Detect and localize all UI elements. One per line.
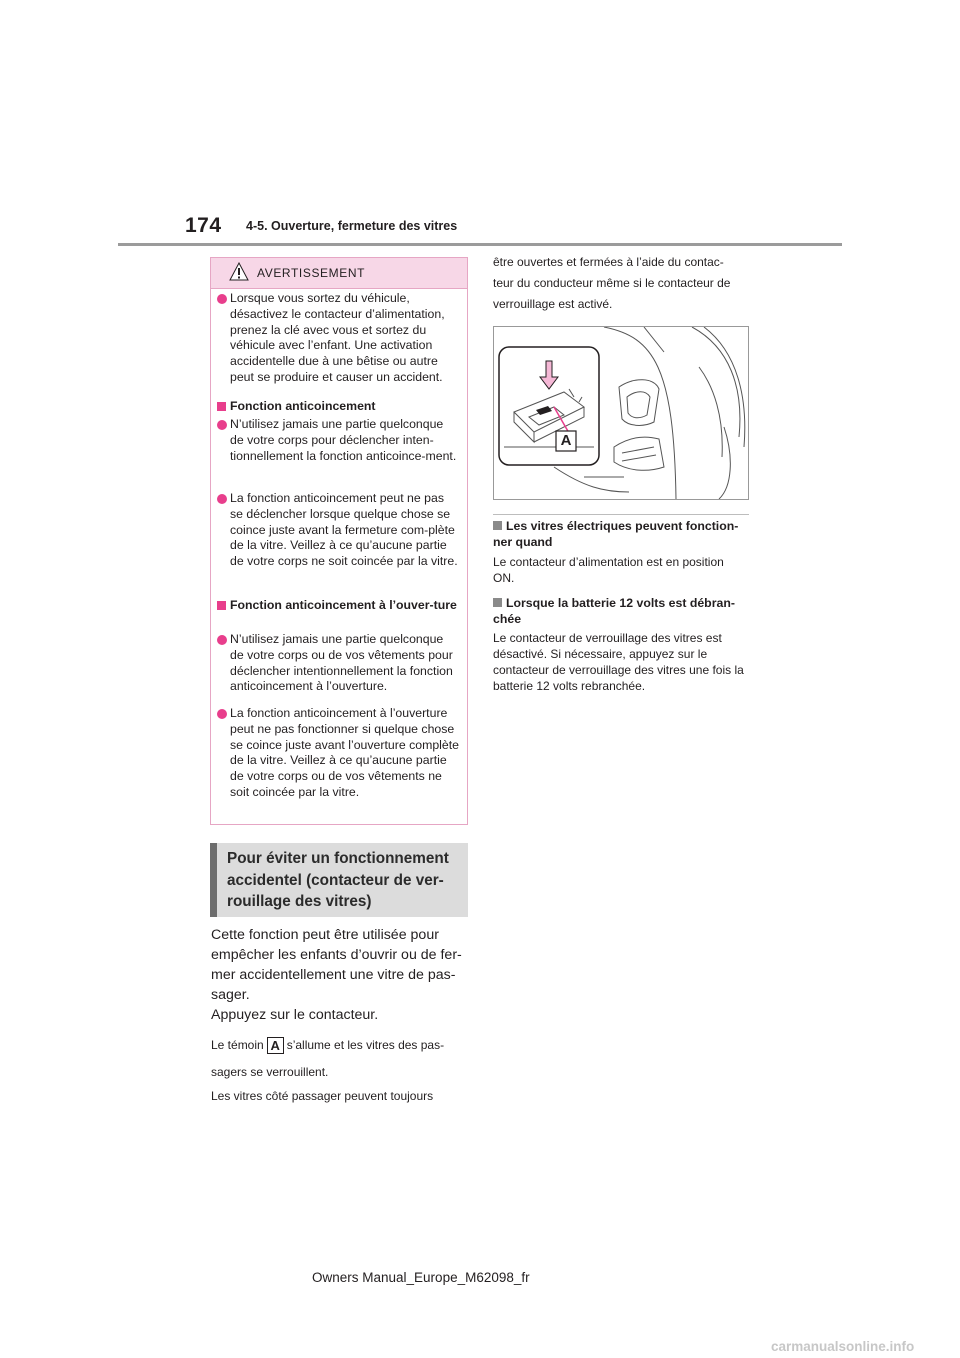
bullet-dot-icon: [217, 709, 227, 719]
bullet-dot-icon: [217, 420, 227, 430]
warning-title: AVERTISSEMENT: [257, 266, 366, 280]
info-text-1: Le contacteur d’alimentation est en position ON.: [493, 555, 724, 585]
indicator-note-line3: Les vitres côté passager peuvent toujours: [211, 1089, 434, 1103]
instruction-paragraph: Appuyez sur le contacteur.: [211, 1007, 379, 1023]
warning-box: AVERTISSEMENT Lorsque vous sortez du véhicule, désactivez le contacteur d’alimentation, prenez la clé avec vous et sortez du véhicule avec l’enfant. Une activation accidentelle due à une bêtise ou autre peut se produire et causer un accident. Fonction anticoincement N’utilisez jamais une partie quelconque de votre corps pour déclencher inten-tionnellement la fonction anticoince-ment. La fonction anticoincement peut ne pas se déclencher lorsque quelque chose se coince juste avant la fermeture com-plète de la vitre. Veillez à ce qu’aucune partie de votre corps ne soit coincée par la vitre. Fonction anticoincement à l’ouver-ture N’utilisez jamais une partie quelconque de votre corps ou de vos vêtements pour déclencher intentionnellement la fonction anticoincement à l’ouverture. La fonction anticoincement à l’ouverture peut ne pas fonctionner si quelque chose se coince juste avant l’ouverture complète de la vitre. Veillez à ce qu’aucune partie de votre corps ou de vos vêtements ne soit coincée par la vitre.: [210, 257, 468, 825]
continued-line-1: être ouvertes et fermées à l’aide du contac-: [493, 255, 724, 269]
header-rule: [118, 243, 842, 246]
indicator-note: Le témoin A s’allume et les vitres des pas-: [211, 1038, 445, 1054]
bullet-dot-icon: [217, 635, 227, 645]
info-divider: [493, 514, 749, 515]
marker-a-label: A: [267, 1037, 284, 1054]
info-heading-2: Lorsque la batterie 12 volts est débran-chée: [493, 596, 735, 626]
grey-square-bullet-icon: [493, 521, 502, 530]
info-text-2: Le contacteur de verrouillage des vitres est désactivé. Si nécessaire, appuyez sur le contacteur de verrouillage des vitres une fois la batterie 12 volts rebranchée.: [493, 631, 744, 693]
section-heading: Pour éviter un fonctionnement accidentel (contacteur de ver-rouillage des vitres): [227, 850, 449, 910]
warning-header: [211, 258, 467, 289]
grey-square-bullet-icon: [493, 598, 502, 607]
square-bullet-icon: [217, 402, 226, 411]
info-heading-1: Les vitres électriques peuvent fonction-ner quand: [493, 519, 739, 549]
warning-triangle-icon: [229, 262, 249, 281]
section-title: 4-5. Ouverture, fermeture des vitres: [246, 219, 458, 233]
callout-a-label: A: [560, 432, 572, 449]
continued-line-3: verrouillage est activé.: [493, 297, 613, 311]
square-bullet-icon: [217, 601, 226, 610]
bullet-dot-icon: [217, 294, 227, 304]
bullet-dot-icon: [217, 494, 227, 504]
continued-line-2: teur du conducteur même si le contacteur de: [493, 276, 731, 290]
intro-paragraph: Cette fonction peut être utilisée pour empêcher les enfants d’ouvrir ou de fer-mer accidentellement une vitre de pas-sager.: [211, 927, 462, 1003]
footer-document-id: Owners Manual_Europe_M62098_fr: [312, 1270, 530, 1285]
page-number: 174: [185, 214, 222, 237]
watermark: carmanualsonline.info: [771, 1339, 915, 1354]
illustration-drawing: [494, 327, 748, 499]
section-heading-box: [210, 843, 468, 917]
indicator-note-line2: sagers se verrouillent.: [211, 1065, 329, 1079]
window-lock-switch-illustration: [493, 326, 749, 500]
